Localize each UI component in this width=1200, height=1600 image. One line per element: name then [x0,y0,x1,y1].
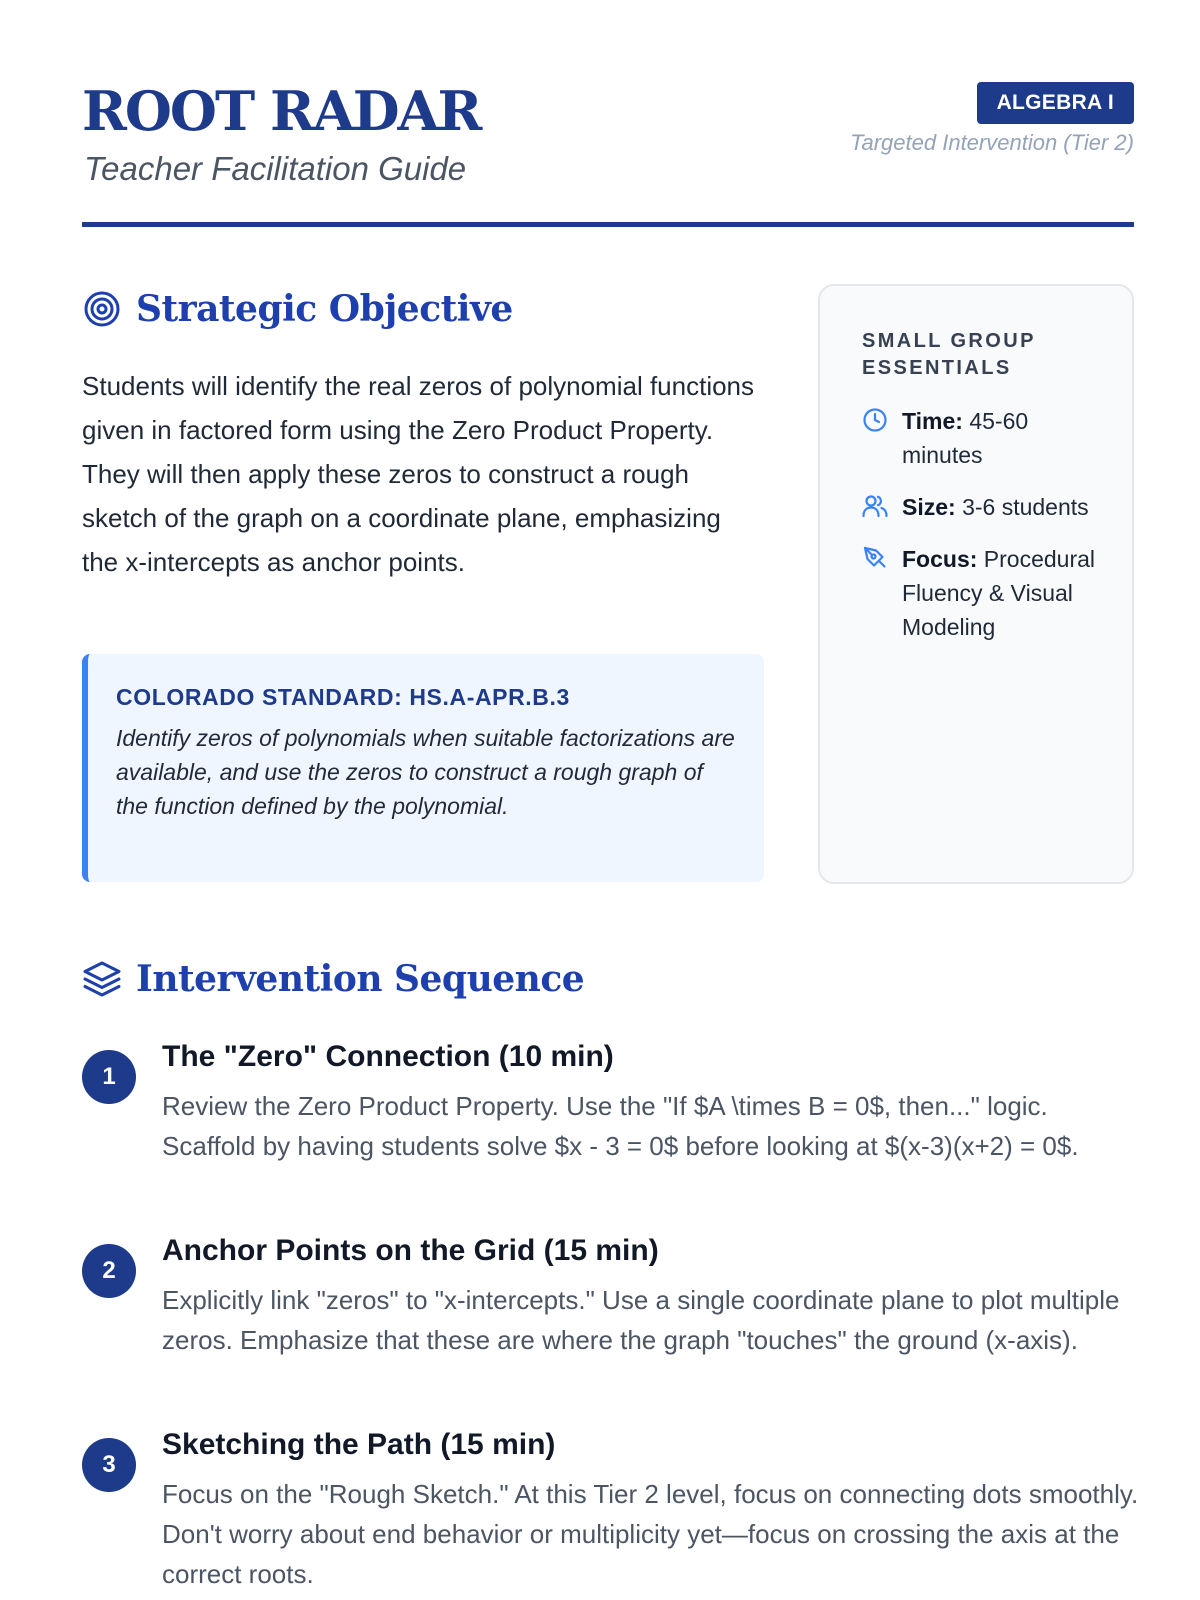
guide-header [82,79,1134,226]
step-title: The "Zero" Connection (10 min) [162,1040,614,1073]
step-description: Focus on the "Rough Sketch." At this Tier 2 level, focus on connecting dots smoothly. Don't worry about end behavior or multiplicity yet—focus on crossing the axis at the correct roots. [162,1479,1139,1589]
page-subtitle: Teacher Facilitation Guide [84,150,467,187]
essentials-key: Time: [902,408,963,434]
pen-tool-icon [862,545,888,571]
target-icon [82,289,122,329]
clock-icon [862,407,888,433]
essentials-value: Procedural Fluency & Visual Modeling [902,546,1096,640]
users-icon [862,493,888,519]
standard-callout [82,654,764,882]
step-title: Anchor Points on the Grid (15 min) [162,1234,659,1267]
step-description: Review the Zero Product Property. Use the "If $A \times B = 0$, then..." logic. Scaffold by having students solve $x - 3 = 0$ before looking at $(x-3)(x+2) = 0$. [162,1091,1079,1161]
step-description: Explicitly link "zeros" to "x-intercepts." Use a single coordinate plane to plot multiple zeros. Emphasize that these are where the graph "touches" the ground (x-axis). [162,1285,1120,1355]
essentials-title: SMALL GROUP ESSENTIALS [862,330,1036,379]
objective-heading-text: Strategic Objective [136,288,513,330]
tier-label: Targeted Intervention (Tier 2) [850,130,1134,155]
step-number: 1 [82,1050,136,1104]
course-badge: ALGEBRA I [977,82,1134,124]
essentials-card [818,284,1134,884]
standard-text: Identify zeros of polynomials when suitable factorizations are available, and use the zeros to construct a rough graph of the function defined by the polynomial. [116,725,735,819]
essentials-key: Size: [902,494,956,520]
objective-heading [82,288,513,330]
objective-text: Students will identify the real zeros of polynomial functions given in factored form using the Zero Product Property. They will then apply these zeros to construct a rough sketch of the graph on a coordinate plane, emphasizing the x-intercepts as anchor points. [82,371,755,577]
essentials-item-focus [862,542,1108,644]
essentials-key: Focus: [902,546,978,572]
step-number: 2 [82,1244,136,1298]
layers-icon [82,959,122,999]
page-title: ROOT RADAR [82,79,481,143]
sequence-heading [82,958,584,1000]
step-number: 3 [82,1438,136,1492]
header-divider [82,222,1134,227]
essentials-item-size [862,490,1108,524]
standard-label: COLORADO STANDARD: HS.A-APR.B.3 [116,684,570,710]
sequence-heading-text: Intervention Sequence [136,958,585,1000]
essentials-value: 3-6 students [962,494,1089,520]
essentials-value: 45-60 minutes [902,408,1029,468]
essentials-item-time [862,404,1108,472]
step-title: Sketching the Path (15 min) [162,1428,556,1461]
